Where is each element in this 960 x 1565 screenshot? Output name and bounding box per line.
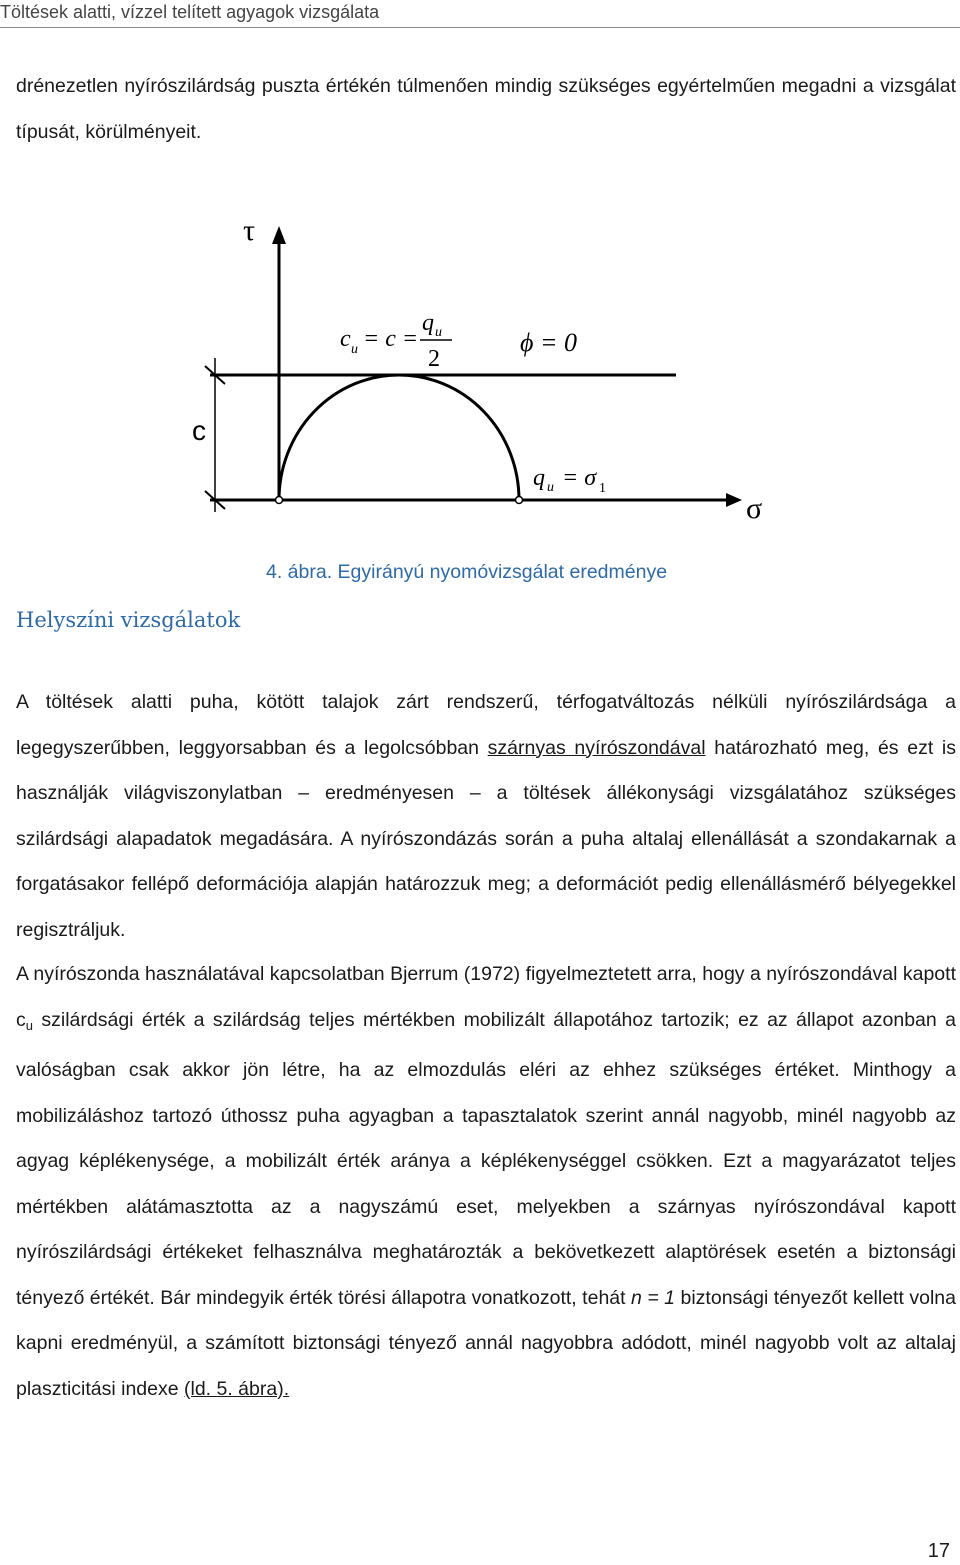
paragraph-2-text-a: A nyírószonda használatával kapcsolatban Bjerrum (1972) figyelmeztetett arra, hogy a nyírószondával kapott c (16, 963, 956, 1031)
eq1-c: c (340, 326, 351, 352)
eq2-sub: u (547, 480, 554, 495)
eq1-middle: = c = (363, 326, 419, 352)
figure-5-link[interactable]: (ld. 5. ábra). (184, 1377, 290, 1400)
figure-caption: 4. ábra. Egyirányú nyomóvizsgálat eredménye (266, 561, 668, 583)
paragraph-1-text-b: határozható meg, és ezt is használják világviszonylatban – eredményesen – a töltések állékonysági vizsgálatához szükséges szilárdsági alapadatok megadására. A nyírószondázás során a puha altalaj ellenállását a szondakarnak a forgatásakor fellépő deformációja alapján határozzuk meg; a deformációt pedig ellenállásmérő bélyegekkel regisztráljuk. (16, 736, 957, 941)
header-title: Töltések alatti, vízzel telített agyagok vizsgálata (0, 2, 380, 22)
eq2-q: q (533, 465, 545, 491)
page-number: 17 (927, 1540, 950, 1562)
header-divider (0, 27, 960, 28)
vane-shear-link[interactable]: szárnyas nyírószondával (487, 736, 706, 759)
tau-label: τ (243, 214, 256, 247)
paragraph-1 (16, 680, 956, 953)
page-header (0, 0, 960, 26)
sigma-label: σ (746, 492, 763, 525)
eq2-sigma-sub: 1 (599, 481, 606, 496)
safety-factor-italic: n = 1 (631, 1286, 676, 1309)
c-label: c (192, 415, 206, 446)
cu-subscript: u (25, 1017, 33, 1033)
tau-axis-arrow (272, 226, 286, 244)
mohr-circle (279, 375, 519, 500)
eq1-sub: u (351, 342, 358, 357)
paragraph-2-text-c: biztonsági tényezőt kellett volna kapni eredményül, a számított biztonsági tényező annál nagyobbra adódott, minél nagyobb volt az altalaj plaszticitási indexe (16, 1286, 956, 1400)
paragraph-1-text-a: A töltések alatti puha, kötött talajok zárt rendszerű, térfogatváltozás nélküli nyírószilárdsága a legegyszerűbben, leggyorsabban és a legolcsóbban (16, 691, 956, 759)
mohr-circle-figure (0, 200, 960, 530)
eq1-denominator: 2 (428, 346, 440, 372)
sigma-axis-arrow (726, 493, 742, 507)
mohr-circle-diagram (0, 200, 960, 530)
eq2-rest: = σ (562, 465, 597, 491)
circle-end-point (516, 497, 523, 504)
paragraph-2 (16, 952, 956, 1412)
section-title: Helyszíni vizsgálatok (16, 608, 241, 632)
phi-equation: ϕ = 0 (520, 328, 578, 357)
circle-start-point (276, 497, 283, 504)
eq1-numerator-sub: u (435, 325, 442, 340)
intro-paragraph: drénezetlen nyírószilárdság puszta értékén túlmenően mindig szükséges egyértelműen megadni a vizsgálat típusát, körülményeit. (16, 75, 956, 143)
eq1-numerator: q (422, 310, 434, 336)
paragraph-2-text-b: szilárdsági érték a szilárdság teljes mértékben mobilizált állapotához tartozik; ez az állapot azonban a valóságban csak akkor jön létre, ha az elmozdulás eléri az ehhez szükséges értéket. Minthogy a mobilizáláshoz tartozó úthossz puha agyagban a tapasztalatok szerint annál nagyobb, minél nagyobb az agyag képlékenysége, a mobilizált érték aránya a képlékenységgel csökken. Ezt a magyarázatot teljes mértékben alátámasztotta az a nagyszámú eset, melyekben a szárnyas nyírószondával kapott nyírószilárdsági értékeket felhasználva meghatározták a bekövetkezett alaptörések esetén a biztonsági tényező értékét. Bár mindegyik érték törési állapotra vonatkozott, tehát (16, 1008, 956, 1309)
